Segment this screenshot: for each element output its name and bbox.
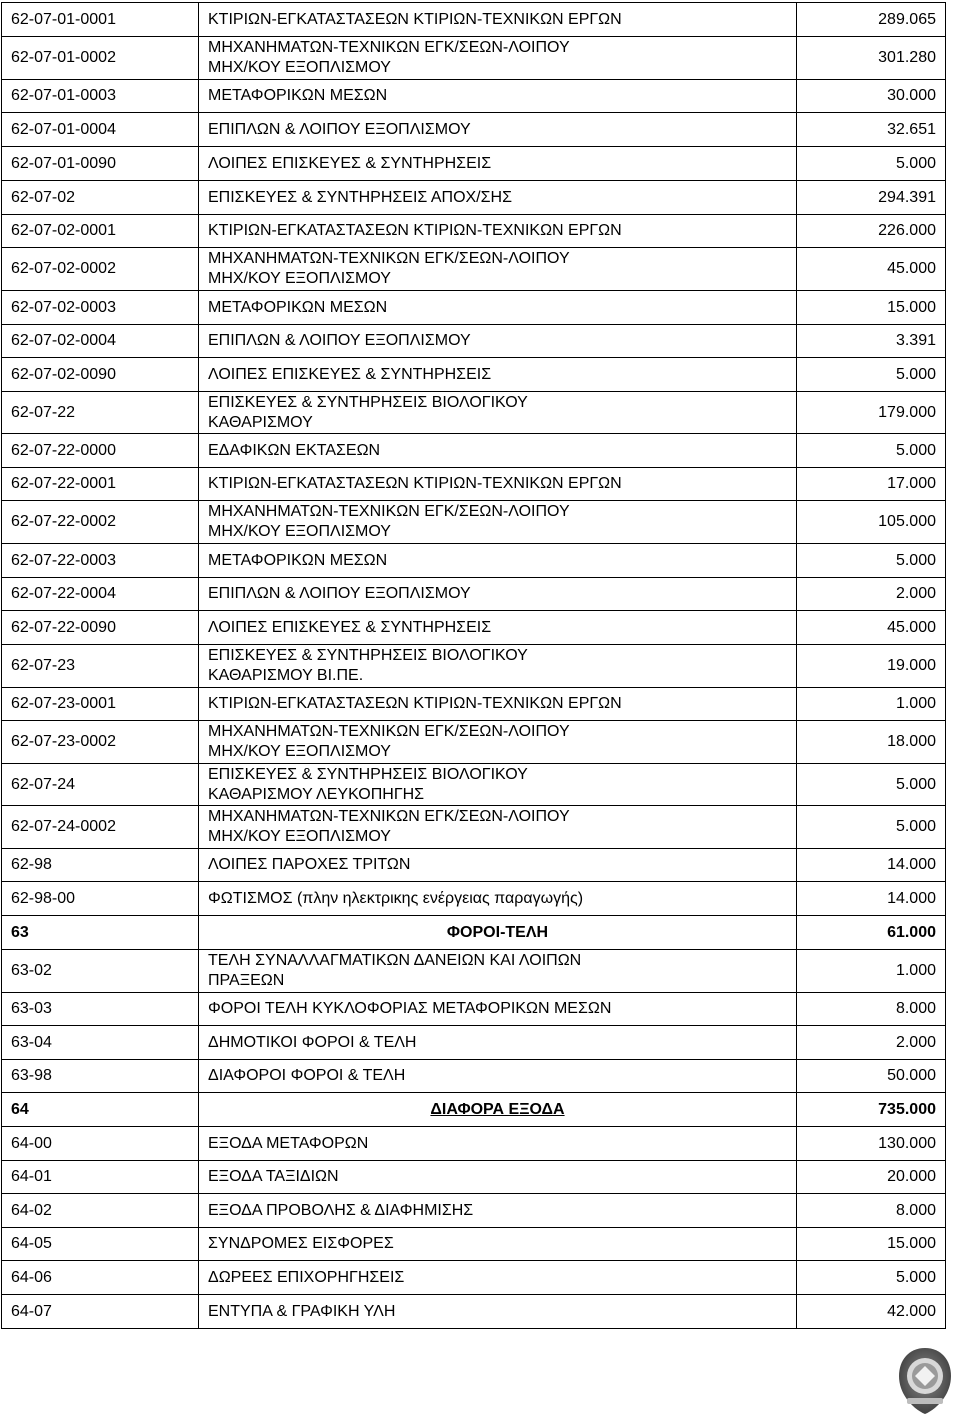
amount-value: 18.000	[797, 721, 946, 764]
description-line: ΕΞΟΔΑ ΜΕΤΑΦΟΡΩΝ	[208, 1134, 369, 1152]
description-line: ΜΗΧ/ΚΟΥ ΕΞΟΠΛΙΣΜΟΥ	[208, 270, 391, 287]
table-row	[2, 578, 946, 611]
account-code: 62-07-24	[2, 764, 199, 806]
watermark-logo-icon	[897, 1346, 953, 1416]
amount-value: 5.000	[797, 544, 946, 578]
account-code: 64-06	[2, 1261, 199, 1295]
table-row	[2, 993, 946, 1026]
account-code: 62-07-02-0090	[2, 358, 199, 392]
account-description	[199, 1228, 797, 1261]
description-line: ΜΗΧ/ΚΟΥ ΕΞΟΠΛΙΣΜΟΥ	[208, 743, 391, 760]
amount-value: 179.000	[797, 392, 946, 434]
description-line: ΜΗΧΑΝΗΜΑΤΩΝ-ΤΕΧΝΙΚΩΝ ΕΓΚ/ΣΕΩΝ-ΛΟΙΠΟΥ	[208, 250, 570, 267]
account-code: 62-07-02-0004	[2, 325, 199, 358]
amount-value: 5.000	[797, 764, 946, 806]
account-description	[199, 325, 797, 358]
account-code: 62-98	[2, 849, 199, 882]
account-code: 62-07-23-0002	[2, 721, 199, 764]
table-row	[2, 37, 946, 80]
description-line: ΛΟΙΠΕΣ ΕΠΙΣΚΕΥΕΣ & ΣΥΝΤΗΡΗΣΕΙΣ	[208, 365, 492, 383]
account-description	[199, 882, 797, 916]
table-row	[2, 80, 946, 113]
account-description	[199, 916, 797, 950]
description-line: ΜΕΤΑΦΟΡΙΚΩΝ ΜΕΣΩΝ	[208, 298, 388, 316]
account-description	[199, 645, 797, 688]
account-code: 62-07-22-0002	[2, 501, 199, 544]
amount-value: 42.000	[797, 1295, 946, 1329]
description-line: ΛΟΙΠΕΣ ΠΑΡΟΧΕΣ ΤΡΙΤΩΝ	[208, 856, 411, 873]
description-line: ΜΗΧΑΝΗΜΑΤΩΝ-ΤΕΧΝΙΚΩΝ ΕΓΚ/ΣΕΩΝ-ΛΟΙΠΟΥ	[208, 723, 570, 740]
table-row	[2, 468, 946, 501]
table-row	[2, 916, 946, 950]
account-code: 62-07-23	[2, 645, 199, 688]
description-line: ΚΤΙΡΙΩΝ-ΕΓΚΑΤΑΣΤΑΣΕΩΝ ΚΤΙΡΙΩΝ-ΤΕΧΝΙΚΩΝ ΕΡΓΩΝ	[208, 222, 622, 239]
account-description	[199, 688, 797, 721]
account-description	[199, 544, 797, 578]
table-row	[2, 325, 946, 358]
account-description	[199, 434, 797, 468]
account-code: 62-07-22-0090	[2, 611, 199, 645]
description-line: ΕΠΙΠΛΩΝ & ΛΟΙΠΟΥ ΕΞΟΠΛΙΣΜΟΥ	[208, 585, 471, 602]
account-description	[199, 721, 797, 764]
table-row	[2, 1261, 946, 1295]
table-row	[2, 645, 946, 688]
account-description	[199, 849, 797, 882]
account-description	[199, 37, 797, 80]
description-line: ΦΩΤΙΣΜΟΣ (πλην ηλεκτρικης ενέργειας παραγωγής)	[208, 889, 584, 907]
amount-value: 32.651	[797, 113, 946, 147]
budget-table-body	[2, 3, 946, 1329]
description-line: ΔΙΑΦΟΡΟΙ ΦΟΡΟΙ & ΤΕΛΗ	[208, 1067, 406, 1084]
table-row	[2, 1228, 946, 1261]
account-description	[199, 3, 797, 37]
description-line: ΜΗΧΑΝΗΜΑΤΩΝ-ΤΕΧΝΙΚΩΝ ΕΓΚ/ΣΕΩΝ-ΛΟΙΠΟΥ	[208, 503, 570, 520]
amount-value: 30.000	[797, 80, 946, 113]
description-line: ΕΠΙΣΚΕΥΕΣ & ΣΥΝΤΗΡΗΣΕΙΣ ΒΙΟΛΟΓΙΚΟΥ	[208, 765, 528, 783]
account-description	[199, 291, 797, 325]
amount-value: 294.391	[797, 181, 946, 215]
description-line: ΚΑΘΑΡΙΣΜΟΥ ΒΙ.ΠΕ.	[208, 667, 364, 684]
account-code: 62-07-22-0001	[2, 468, 199, 501]
amount-value: 5.000	[797, 358, 946, 392]
account-code: 62-07-22-0004	[2, 578, 199, 611]
description-line: ΤΕΛΗ ΣΥΝΑΛΛΑΓΜΑΤΙΚΩΝ ΔΑΝΕΙΩΝ ΚΑΙ ΛΟΙΠΩΝ	[208, 952, 582, 969]
description-line: ΔΩΡΕΕΣ ΕΠΙΧΟΡΗΓΗΣΕΙΣ	[208, 1268, 405, 1286]
table-row	[2, 849, 946, 882]
description-line: ΜΗΧ/ΚΟΥ ΕΞΟΠΛΙΣΜΟΥ	[208, 59, 391, 76]
table-row	[2, 181, 946, 215]
account-description	[199, 181, 797, 215]
account-description	[199, 578, 797, 611]
account-description	[199, 1060, 797, 1093]
account-code: 62-07-23-0001	[2, 688, 199, 721]
table-row	[2, 358, 946, 392]
description-line: ΕΠΙΠΛΩΝ & ΛΟΙΠΟΥ ΕΞΟΠΛΙΣΜΟΥ	[208, 120, 471, 138]
amount-value: 17.000	[797, 468, 946, 501]
table-row	[2, 764, 946, 806]
table-row	[2, 721, 946, 764]
description-line: ΦΟΡΟΙ ΤΕΛΗ ΚΥΚΛΟΦΟΡΙΑΣ ΜΕΤΑΦΟΡΙΚΩΝ ΜΕΣΩΝ	[208, 1000, 612, 1017]
account-code: 63	[2, 916, 199, 950]
description-line: ΜΗΧΑΝΗΜΑΤΩΝ-ΤΕΧΝΙΚΩΝ ΕΓΚ/ΣΕΩΝ-ΛΟΙΠΟΥ	[208, 808, 570, 825]
account-description	[199, 1161, 797, 1194]
account-code: 62-07-24-0002	[2, 806, 199, 849]
table-row	[2, 215, 946, 248]
description-line: ΕΠΙΠΛΩΝ & ΛΟΙΠΟΥ ΕΞΟΠΛΙΣΜΟΥ	[208, 332, 471, 349]
table-row	[2, 1060, 946, 1093]
account-code: 62-07-02	[2, 181, 199, 215]
description-line: ΜΗΧ/ΚΟΥ ΕΞΟΠΛΙΣΜΟΥ	[208, 828, 391, 845]
table-row	[2, 248, 946, 291]
account-code: 62-07-01-0001	[2, 3, 199, 37]
description-line: ΕΠΙΣΚΕΥΕΣ & ΣΥΝΤΗΡΗΣΕΙΣ ΑΠΟΧ/ΣΗΣ	[208, 188, 512, 206]
description-line: ΕΠΙΣΚΕΥΕΣ & ΣΥΝΤΗΡΗΣΕΙΣ ΒΙΟΛΟΓΙΚΟΥ	[208, 393, 528, 411]
account-description	[199, 1295, 797, 1329]
account-code: 62-07-01-0090	[2, 147, 199, 181]
account-code: 62-07-01-0002	[2, 37, 199, 80]
amount-value: 3.391	[797, 325, 946, 358]
account-code: 62-07-02-0003	[2, 291, 199, 325]
table-row	[2, 392, 946, 434]
account-description	[199, 147, 797, 181]
amount-value: 61.000	[797, 916, 946, 950]
table-row	[2, 501, 946, 544]
table-row	[2, 1194, 946, 1228]
account-code: 64-05	[2, 1228, 199, 1261]
amount-value: 15.000	[797, 291, 946, 325]
account-description	[199, 764, 797, 806]
account-description	[199, 1026, 797, 1060]
amount-value: 5.000	[797, 806, 946, 849]
description-line: ΣΥΝΔΡΟΜΕΣ ΕΙΣΦΟΡΕΣ	[208, 1235, 394, 1252]
table-row	[2, 113, 946, 147]
description-line: ΚΤΙΡΙΩΝ-ΕΓΚΑΤΑΣΤΑΣΕΩΝ ΚΤΙΡΙΩΝ-ΤΕΧΝΙΚΩΝ ΕΡΓΩΝ	[208, 475, 622, 492]
description-line: ΛΟΙΠΕΣ ΕΠΙΣΚΕΥΕΣ & ΣΥΝΤΗΡΗΣΕΙΣ	[208, 154, 492, 172]
description-line: ΜΕΤΑΦΟΡΙΚΩΝ ΜΕΣΩΝ	[208, 551, 388, 569]
amount-value: 5.000	[797, 434, 946, 468]
account-code: 62-07-22	[2, 392, 199, 434]
amount-value: 20.000	[797, 1161, 946, 1194]
account-description	[199, 501, 797, 544]
budget-table	[1, 2, 946, 1329]
amount-value: 8.000	[797, 1194, 946, 1228]
account-description	[199, 806, 797, 849]
account-code: 63-04	[2, 1026, 199, 1060]
table-row	[2, 611, 946, 645]
description-line: ΕΔΑΦΙΚΩΝ ΕΚΤΑΣΕΩΝ	[208, 441, 381, 459]
amount-value: 1.000	[797, 688, 946, 721]
table-row	[2, 434, 946, 468]
amount-value: 289.065	[797, 3, 946, 37]
account-code: 64-02	[2, 1194, 199, 1228]
description-line: ΔΙΑΦΟΡΑ ΕΞΟΔΑ	[430, 1100, 565, 1118]
account-description	[199, 993, 797, 1026]
account-code: 64	[2, 1093, 199, 1127]
amount-value: 19.000	[797, 645, 946, 688]
description-line: ΠΡΑΞΕΩΝ	[208, 972, 285, 989]
account-description	[199, 611, 797, 645]
description-line: ΜΗΧ/ΚΟΥ ΕΞΟΠΛΙΣΜΟΥ	[208, 523, 391, 540]
account-code: 64-07	[2, 1295, 199, 1329]
account-code: 62-07-02-0001	[2, 215, 199, 248]
table-row	[2, 806, 946, 849]
account-description	[199, 1127, 797, 1161]
amount-value: 14.000	[797, 882, 946, 916]
table-row	[2, 882, 946, 916]
table-row	[2, 1093, 946, 1127]
table-row	[2, 1127, 946, 1161]
description-line: ΕΞΟΔΑ ΠΡΟΒΟΛΗΣ & ΔΙΑΦΗΜΙΣΗΣ	[208, 1201, 474, 1219]
table-row	[2, 147, 946, 181]
account-code: 64-00	[2, 1127, 199, 1161]
table-row	[2, 1161, 946, 1194]
amount-value: 50.000	[797, 1060, 946, 1093]
account-description	[199, 950, 797, 993]
amount-value: 5.000	[797, 147, 946, 181]
account-description	[199, 1194, 797, 1228]
account-description	[199, 215, 797, 248]
description-line: ΕΞΟΔΑ ΤΑΞΙΔΙΩΝ	[208, 1168, 339, 1185]
description-line: ΚΤΙΡΙΩΝ-ΕΓΚΑΤΑΣΤΑΣΕΩΝ ΚΤΙΡΙΩΝ-ΤΕΧΝΙΚΩΝ ΕΡΓΩΝ	[208, 10, 622, 28]
account-description	[199, 113, 797, 147]
description-line: ΚΤΙΡΙΩΝ-ΕΓΚΑΤΑΣΤΑΣΕΩΝ ΚΤΙΡΙΩΝ-ΤΕΧΝΙΚΩΝ ΕΡΓΩΝ	[208, 695, 622, 712]
amount-value: 45.000	[797, 248, 946, 291]
account-code: 62-07-01-0004	[2, 113, 199, 147]
amount-value: 14.000	[797, 849, 946, 882]
amount-value: 45.000	[797, 611, 946, 645]
description-line: ΕΠΙΣΚΕΥΕΣ & ΣΥΝΤΗΡΗΣΕΙΣ ΒΙΟΛΟΓΙΚΟΥ	[208, 647, 528, 664]
amount-value: 15.000	[797, 1228, 946, 1261]
account-code: 63-02	[2, 950, 199, 993]
account-description	[199, 80, 797, 113]
account-description	[199, 468, 797, 501]
table-row	[2, 688, 946, 721]
account-description	[199, 1093, 797, 1127]
account-description	[199, 1261, 797, 1295]
amount-value: 8.000	[797, 993, 946, 1026]
account-code: 62-98-00	[2, 882, 199, 916]
description-line: ΚΑΘΑΡΙΣΜΟΥ ΛΕΥΚΟΠΗΓΗΣ	[208, 785, 425, 803]
account-code: 62-07-22-0000	[2, 434, 199, 468]
description-line: ΜΗΧΑΝΗΜΑΤΩΝ-ΤΕΧΝΙΚΩΝ ΕΓΚ/ΣΕΩΝ-ΛΟΙΠΟΥ	[208, 39, 570, 56]
amount-value: 1.000	[797, 950, 946, 993]
description-line: ΜΕΤΑΦΟΡΙΚΩΝ ΜΕΣΩΝ	[208, 87, 388, 104]
amount-value: 2.000	[797, 1026, 946, 1060]
table-row	[2, 291, 946, 325]
amount-value: 105.000	[797, 501, 946, 544]
amount-value: 5.000	[797, 1261, 946, 1295]
account-code: 62-07-01-0003	[2, 80, 199, 113]
description-line: ΦΟΡΟΙ-ΤΕΛΗ	[446, 923, 549, 941]
account-description	[199, 358, 797, 392]
account-code: 64-01	[2, 1161, 199, 1194]
account-description	[199, 248, 797, 291]
description-line: ΚΑΘΑΡΙΣΜΟΥ	[208, 413, 313, 431]
amount-value: 226.000	[797, 215, 946, 248]
amount-value: 735.000	[797, 1093, 946, 1127]
description-line: ΛΟΙΠΕΣ ΕΠΙΣΚΕΥΕΣ & ΣΥΝΤΗΡΗΣΕΙΣ	[208, 618, 492, 636]
description-line: ΔΗΜΟΤΙΚΟΙ ΦΟΡΟΙ & ΤΕΛΗ	[208, 1033, 417, 1051]
table-row	[2, 3, 946, 37]
account-description	[199, 392, 797, 434]
amount-value: 301.280	[797, 37, 946, 80]
table-row	[2, 544, 946, 578]
amount-value: 2.000	[797, 578, 946, 611]
table-row	[2, 1295, 946, 1329]
table-row	[2, 950, 946, 993]
description-line: ΕΝΤΥΠΑ & ΓΡΑΦΙΚΗ ΥΛΗ	[208, 1302, 396, 1320]
account-code: 62-07-22-0003	[2, 544, 199, 578]
account-code: 63-98	[2, 1060, 199, 1093]
account-code: 63-03	[2, 993, 199, 1026]
table-row	[2, 1026, 946, 1060]
amount-value: 130.000	[797, 1127, 946, 1161]
account-code: 62-07-02-0002	[2, 248, 199, 291]
